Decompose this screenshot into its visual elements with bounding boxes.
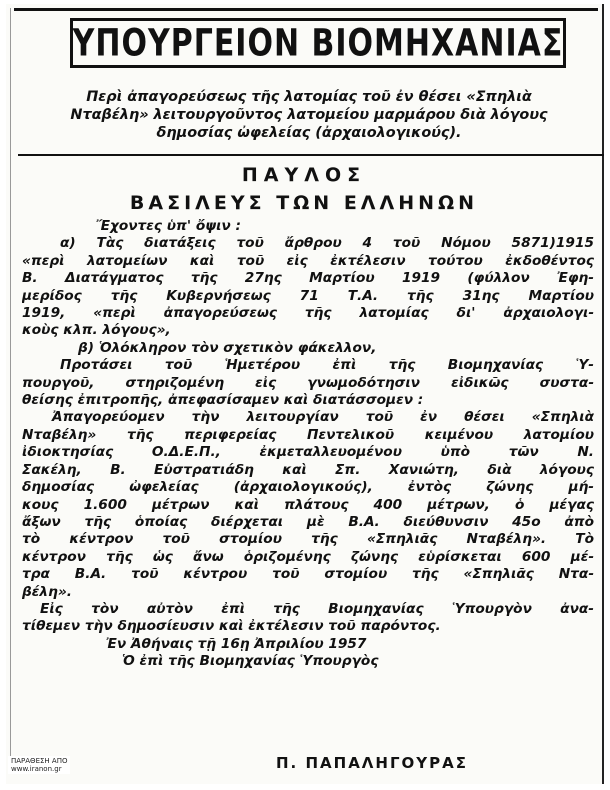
body-line: πουργοῦ, στηριζομένη εἰς γνωμοδότησιν εἰδικῶς συστα- [22,374,594,391]
king-title: ΒΑΣΙΛΕΥΣ ΤΩΝ ΕΛΛΗΝΩΝ [129,192,479,214]
body-line: α) Τὰς διατάξεις τοῦ ἄρθρου 4 τοῦ Νόμου 5871)1915 [60,235,594,252]
document-page [6,4,604,784]
ministry-title: ΥΠΟΥΡΓΕΙΟΝ ΒΙΟΜΗΧΑΝΙΑΣ [72,21,564,65]
body-line: Σακέλη, Β. Εὐστρατιάδη καὶ Σπ. Χανιώτη, διὰ λόγους [22,461,594,478]
top-rule [14,8,598,11]
body-line: «περὶ λατομείων καὶ τοῦ εἰς ἐκτέλεσιν τούτου ἐκδοθέντος [22,252,594,269]
body-line: δημοσίας ὠφελείας (ἀρχαιολογικούς), ἐντὸς ζώνης μή- [22,479,594,496]
body-line: β) Ὁλόκληρον τὸν σχετικὸν φάκελλον, [78,339,377,356]
body-line: Β. Διατάγματος τῆς 27ης Μαρτίου 1919 (φύλλον Ἐφη- [22,270,594,287]
subject-line: Περὶ ἀπαγορεύσεως τῆς λατομίας τοῦ ἐν θέσει «Σπηλιὰ [86,89,532,105]
watermark-line: www.iranon.gr [11,765,62,773]
body-line: ἰδιοκτησίας Ο.Δ.Ε.Π., ἐκμεταλλευομένου ὑπὸ τῶν Ν. [22,444,594,461]
left-border [10,8,11,766]
body-line: κοὺς κλπ. λόγους», [22,322,171,339]
body-line: τρα Β.Α. τοῦ κέντρου τοῦ στομίου τῆς «Σπηλιᾶς Ντα- [22,566,594,583]
decree-subject [24,88,594,142]
body-line: βέλη». [22,583,72,600]
ministry-header-box [70,18,566,68]
section-divider [18,154,604,156]
body-line: μερίδος τῆς Κυβερνήσεως 71 Τ.Α. τῆς 31ης Μαρτίου [22,287,594,304]
watermark-line: ΠΑΡΑΘΕΣΗ ΑΠΟ [11,757,68,765]
body-line: Νταβέλη» τῆς περιφερείας Πεντελικοῦ κειμένου λατομίου [22,426,594,443]
subject-line: Νταβέλη» λειτουργοῦντος λατομείου μαρμάρου διὰ λόγους [70,107,548,123]
source-watermark [8,756,70,774]
body-line: τίθεμεν τὴν δημοσίευσιν καὶ ἐκτέλεσιν τοῦ παρόντος. [22,618,441,635]
subject-line: δημοσίας ὠφελείας (ἀρχαιολογικούς). [156,125,462,141]
body-line: Ἀπαγορεύομεν τὴν λειτουργίαν τοῦ ἐν θέσει «Σπηλιὰ [52,409,594,426]
body-line: 1919, «περὶ ἀπαγορεύσεως τῆς λατομίας δι' ἀρχαιολογι- [22,305,594,322]
body-line: Προτάσει τοῦ Ἡμετέρου ἐπὶ τῆς Βιομηχανίας Ὑ- [60,357,594,374]
body-line: Ἔχοντες ὑπ' ὄψιν : [96,218,241,234]
decree-body [22,218,594,671]
body-line: κους 1.600 μέτρων καὶ πλάτους 400 μέτρων, ὁ μέγας [22,496,594,513]
minister-signature: Π. ΠΑΠΑΛΗΓΟΥΡΑΣ [276,754,468,772]
body-line: θείσης ἐπιτροπῆς, ἀπεφασίσαμεν καὶ διατάσσομεν : [22,392,424,409]
body-line: κέντρον τῆς ὡς ἄνω ὁριζομένης ζώνης εὑρίσκεται 600 μέ- [22,548,594,565]
king-name: ΠΑΥΛΟΣ [241,164,367,186]
body-line: τὸ κέντρον τοῦ στομίου τῆς «Σπηλιᾶς Νταβέλη». Τὸ [22,531,594,548]
date-line: Ἐν Ἀθήναις τῇ 16ῃ Ἀπριλίου 1957 [106,635,367,652]
body-line: ἄξων τῆς ὁποίας διέρχεται μὲ Β.Α. διεύθυνσιν 45ο ἀπὸ [22,513,594,530]
minister-line: Ὁ ἐπὶ τῆς Βιομηχανίας Ὑπουργὸς [122,653,379,670]
body-line: Εἰς τὸν αὐτὸν ἐπὶ τῆς Βιομηχανίας Ὑπουργὸν ἀνα- [40,600,594,617]
